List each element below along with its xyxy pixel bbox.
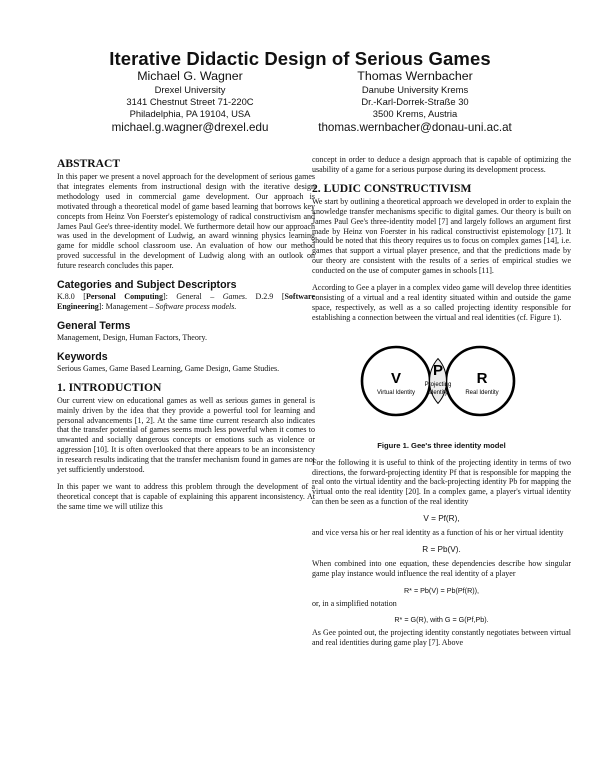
- author-affiliation: Danube University Krems: [361, 84, 469, 95]
- general-terms-text: Management, Design, Human Factors, Theory.: [57, 332, 207, 342]
- abstract-heading: ABSTRACT: [57, 157, 121, 170]
- section-paragraph: According to Gee a player in a complex video game will develop three identities consisting of a virtual and a real identity situated within and outside the game space, respectively, as well as a so called projecting identity responsible for establishing a connection between the virtual and real identities (cf. Figure 1).: [312, 283, 571, 322]
- author-city: 3500 Krems, Austria: [372, 108, 458, 120]
- continued-paragraph: concept in order to deduce a design approach that is capable of optimizing the usability of a game for a serious purpose during its development process.: [312, 155, 571, 174]
- right-column: [312, 155, 571, 655]
- author-street: Dr.-Karl-Dorrek-Straße 30: [361, 96, 469, 108]
- paper-title: Iterative Didactic Design of Serious Games: [109, 48, 491, 69]
- figure-caption: Figure 1. Gee's three identity model: [377, 440, 506, 450]
- author-email: michael.g.wagner@drexel.edu: [111, 120, 269, 134]
- equation-1: V = Pf(R),: [423, 514, 460, 524]
- author-street: 3141 Chestnut Street 71-220C: [126, 96, 254, 108]
- author-block-2: [300, 69, 530, 135]
- ludic-constructivism-heading: 2. LUDIC CONSTRUCTIVISM: [312, 181, 472, 195]
- categories-text: K.8.0 [Personal Computing]: General – Games. D.2.9 [Software Engineering]: Management – Software process models.: [57, 292, 315, 311]
- three-identity-figure: [312, 331, 571, 435]
- author-city: Philadelphia, PA 19104, USA: [129, 108, 251, 120]
- author-name: Thomas Wernbacher: [357, 69, 473, 83]
- left-column: [57, 157, 315, 519]
- section-paragraph: As Gee pointed out, the projecting identity constantly negotiates between virtual and real identities during game play [7]. Above: [312, 628, 571, 648]
- section-paragraph: or, in a simplified notation: [312, 598, 397, 608]
- real-identity-label: Real Identity: [465, 389, 499, 396]
- virtual-identity-label: Virtual Identity: [377, 389, 415, 396]
- author-affiliation: Drexel University: [154, 84, 226, 95]
- section-paragraph: For the following it is useful to think of the projecting identity in terms of two directions, the forward-projecting identity Pf that is responsible for mapping the real onto the virtual identity and the back-projecting identity Pb for mapping the virtual onto the real identity [20]. In a complex game, a player's virtual identity can then be seen as a function of the real identity: [312, 457, 571, 507]
- identity-label: Identity: [428, 389, 448, 396]
- section-paragraph: When combined into one equation, these dependencies describe how singular game play instance would influence the real identity of a player: [312, 558, 571, 578]
- introduction-heading: 1. INTRODUCTION: [57, 380, 162, 394]
- projecting-label: Projecting: [424, 381, 452, 388]
- introduction-paragraph: In this paper we want to address this problem through the development of a theoretical concept that is capable of explaining this apparent inconsistency. At the same time we will utilize this: [57, 481, 315, 511]
- keywords-heading: Keywords: [57, 350, 108, 363]
- categories-heading: Categories and Subject Descriptors: [57, 279, 237, 292]
- author-block-1: [75, 69, 305, 135]
- equation-3: R* = Pb(V) = Pb(Pf(R)),: [403, 585, 480, 595]
- r-letter: R: [476, 369, 488, 387]
- v-letter: V: [390, 369, 402, 387]
- p-letter: P: [432, 361, 444, 379]
- author-name: Michael G. Wagner: [137, 69, 243, 83]
- identity-diagram: [312, 331, 571, 435]
- equation-2: R = Pb(V).: [422, 544, 461, 554]
- section-paragraph: We start by outlining a theoretical approach we developed in order to explain the knowledge transfer mechanisms specific to digital games. Our theory is built on James Paul Gee's three-identity model [7] and largely follows an argument first made by Heinz von Foerster in his radical constructivist epistemology [17]. It should be noted that this theory requires us to focus on complex games [14], i.e. games that support a virtual player presence, and that the predictions made by our theory are consistent with the results of a series of empirical studies we conducted on the use of computer games in schools [11].: [312, 196, 571, 276]
- equation-4: R* = G(R), with G = G(Pf,Pb).: [394, 615, 489, 625]
- section-paragraph: and vice versa his or her real identity as a function of his or her virtual identity: [312, 528, 564, 538]
- keywords-text: Serious Games, Game Based Learning, Game Design, Game Studies.: [57, 363, 280, 373]
- author-email: thomas.wernbacher@donau-uni.ac.at: [318, 120, 512, 134]
- introduction-paragraph: Our current view on educational games as well as serious games in general is mainly driven by the idea that they provide a powerful tool for learning and personal advancements [1, 2]. At the same time current research also indicates that the transfer potential of games seems much less powerful when it comes to unwanted and socially dangerous concepts or emotions such as violence or aggression [10]. It is often overlooked that there appears to be an inconsistency in research results indicating that the transfer mechanism found in games are not yet sufficiently understood.: [57, 395, 315, 475]
- general-terms-heading: General Terms: [57, 319, 131, 332]
- abstract-text: In this paper we present a novel approach for the development of serious games that integrates elements from instructional design with the iterative design methodology used in commercial game development. Our approach is motivated through a theoretical model of game based learning that borrows key concepts from Heinz Von Foerster's epistemology of radical constructivism and James Paul Gee's three-identity model. We furthermore detail how our approach was used in the development of Ludwig, an award winning physics learning game for middle school classroom use. An evaluation of how our method proved successful in the development of Ludwig along with an outlook on future research concludes this paper.: [57, 172, 315, 271]
